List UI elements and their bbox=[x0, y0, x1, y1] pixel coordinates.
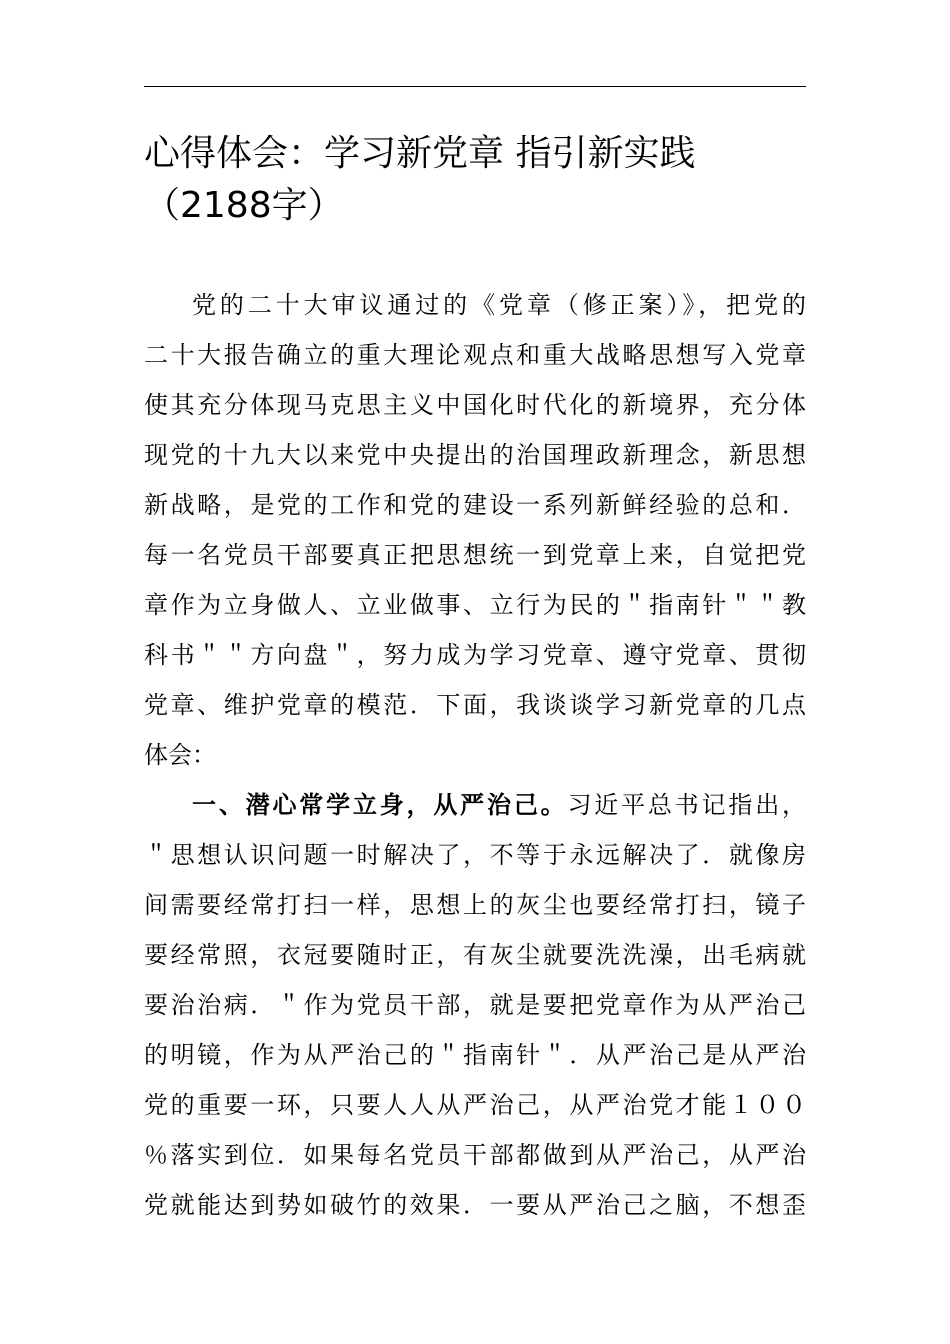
paragraph-line: 党章、维护党章的模范．下面，我谈谈学习新党章的几点 bbox=[144, 691, 806, 719]
paragraph-line: 科书＂＂方向盘＂，努力成为学习党章、遵守党章、贯彻 bbox=[144, 641, 806, 669]
paragraph-line: 二十大报告确立的重大理论观点和重大战略思想写入党章 bbox=[144, 341, 806, 369]
paragraph-line: 党的二十大审议通过的《党章（修正案）》，把党的 bbox=[192, 291, 806, 319]
paragraph-line: ％落实到位．如果每名党员干部都做到从严治己，从严治 bbox=[144, 1141, 806, 1169]
header-rule bbox=[144, 86, 806, 87]
paragraph-first-line bbox=[144, 780, 806, 830]
document-body bbox=[144, 280, 806, 1230]
paragraph-line: ＂思想认识问题一时解决了，不等于永远解决了．就像房 bbox=[144, 841, 806, 869]
paragraph-line: 现党的十九大以来党中央提出的治国理政新理念，新思想 bbox=[144, 441, 806, 469]
paragraph-line: 使其充分体现马克思主义中国化时代化的新境界，充分体 bbox=[144, 391, 806, 419]
paragraph-line: 要经常照，衣冠要随时正，有灰尘就要洗洗澡，出毛病就 bbox=[144, 941, 806, 969]
paragraph-line: 党就能达到势如破竹的效果．一要从严治己之脑，不想歪 bbox=[144, 1191, 806, 1219]
section-heading: 一、潜心常学立身，从严治己。 bbox=[192, 791, 568, 819]
document-title: 心得体会：学习新党章 指引新实践（2188字） bbox=[144, 133, 696, 226]
paragraph-line: 体会： bbox=[144, 741, 216, 769]
paragraph-line: 党的重要一环，只要人人从严治己，从严治党才能１００ bbox=[144, 1091, 806, 1119]
paragraph-line: 间需要经常打扫一样，思想上的灰尘也要经常打扫，镜子 bbox=[144, 891, 806, 919]
paragraph-line: 每一名党员干部要真正把思想统一到党章上来，自觉把党 bbox=[144, 541, 806, 569]
paragraph-line: 要治治病．＂作为党员干部，就是要把党章作为从严治己 bbox=[144, 991, 806, 1019]
paragraph-line: 新战略，是党的工作和党的建设一系列新鲜经验的总和． bbox=[144, 491, 806, 519]
paragraph-text: 习近平总书记指出， bbox=[567, 791, 807, 819]
paragraph-line: 的明镜，作为从严治己的＂指南针＂．从严治己是从严治 bbox=[144, 1041, 806, 1069]
paragraph-line: 章作为立身做人、立业做事、立行为民的＂指南针＂＂教 bbox=[144, 591, 806, 619]
